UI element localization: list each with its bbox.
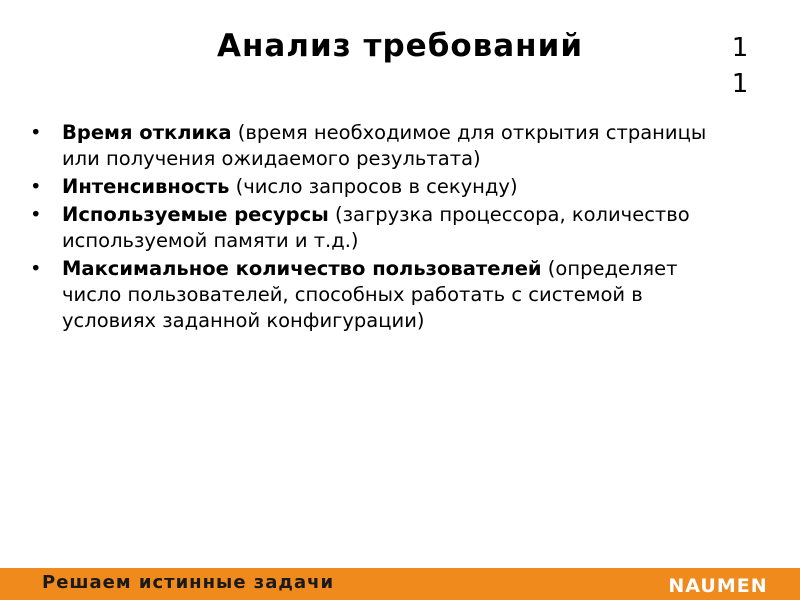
bullet-term: Интенсивность: [62, 175, 230, 198]
slide-number: [726, 30, 754, 102]
bullet-icon: •: [30, 121, 42, 144]
requirements-list: [30, 120, 730, 336]
bullet-description: (число запросов в секунду): [229, 175, 518, 198]
bullet-term: Используемые ресурсы: [62, 203, 329, 226]
footer-slogan: Решаем истинные задачи: [42, 572, 335, 593]
list-item: [30, 202, 730, 254]
bullet-description: (загрузка процессора, количество используемой памяти и т.д.): [62, 203, 690, 252]
slide-number-digit-1: 1: [731, 33, 749, 63]
bullet-icon: •: [30, 203, 42, 226]
naumen-logo-icon: [648, 574, 788, 596]
bullet-description: (определяет число пользователей, способных работать с системой в условиях заданной конфигурации): [62, 257, 678, 332]
bullet-icon: •: [30, 257, 42, 280]
footer-bar: [0, 568, 800, 600]
list-item: [30, 120, 730, 172]
slide-number-digit-2: 1: [731, 69, 749, 99]
logo-text: NAUMEN: [668, 575, 768, 596]
list-item: [30, 174, 730, 200]
bullet-icon: •: [30, 175, 42, 198]
bullet-description: (время необходимое для открытия страницы или получения ожидаемого результата): [62, 121, 707, 170]
bullet-term: Время отклика: [62, 121, 232, 144]
bullet-term: Максимальное количество пользователей: [62, 257, 542, 280]
list-item: [30, 256, 730, 334]
slide-title: Анализ требований: [216, 28, 584, 64]
